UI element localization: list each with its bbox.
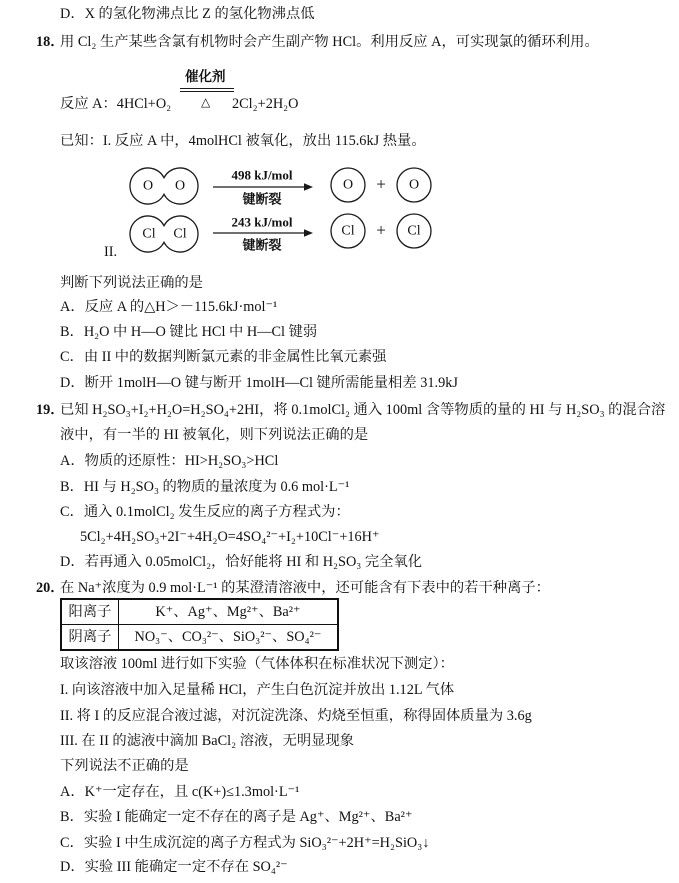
anion-list: NO₃⁻、CO₃²⁻、SiO₃²⁻、SO₄²⁻ — [119, 625, 339, 651]
q18-stem-line — [36, 32, 599, 52]
cl2-bond-energy: 243 kJ/mol — [231, 214, 293, 230]
q19-option-a: A．物质的还原性：HI>H₂SO₃>HCl — [60, 453, 279, 469]
q20-step-1: I. 向该溶液中加入足量稀 HCl，产生白色沉淀并放出 1.12L 气体 — [60, 682, 455, 698]
reaction-reactants: 反应 A：4HCl+O₂ — [60, 96, 172, 112]
o2-atom-left: O — [142, 178, 154, 194]
cl2-bond-break-label: 键断裂 — [242, 237, 282, 253]
q20-prompt: 下列说法不正确的是 — [60, 758, 189, 774]
q18-known-ii-label: II. — [104, 244, 118, 260]
cl2-molecule-outline — [130, 216, 198, 252]
q19-option-c-equation: 5Cl₂+4H₂SO₃+2I⁻+4H₂O=4SO₄²⁻+I₂+10Cl⁻+16H⁺ — [80, 529, 380, 545]
q20-option-d: D．实验 III 能确定一定不存在 SO₄²⁻ — [60, 859, 288, 875]
q19-option-b: B．HI 与 H₂SO₃ 的物质的量浓度为 0.6 mol·L⁻¹ — [60, 479, 350, 495]
q19-number: 19． — [36, 402, 65, 418]
q20-stem: 在 Na⁺浓度为 0.9 mol·L⁻¹ 的某澄清溶液中，还可能含有下表中的若干种离子： — [60, 580, 550, 596]
o2-arrow-head — [304, 183, 313, 191]
q17-option-d: D．X 的氢化物沸点比 Z 的氢化物沸点低 — [60, 6, 315, 22]
cl-atom-2: Cl — [407, 223, 421, 239]
reaction-condition-heat: △ — [201, 95, 211, 109]
q19-stem-line1 — [36, 400, 665, 420]
o2-atom-right: O — [174, 178, 186, 194]
o2-bond-break-label: 键断裂 — [242, 191, 282, 207]
table-row — [61, 599, 338, 625]
ion-table — [60, 598, 339, 651]
plus-sign-cl: + — [376, 220, 386, 240]
q20-step-3: III. 在 II 的滤液中滴加 BaCl₂ 溶液，无明显现象 — [60, 733, 355, 749]
reaction-arrow — [180, 88, 234, 92]
q20-option-a: A．K⁺一定存在，且 c(K+)≤1.3mol·L⁻¹ — [60, 784, 300, 800]
q20-number: 20． — [36, 580, 65, 596]
q19-option-d: D．若再通入 0.05molCl₂，恰好能将 HI 和 H₂SO₃ 完全氧化 — [60, 554, 423, 570]
q18-prompt: 判断下列说法正确的是 — [60, 275, 203, 291]
q18-known-i: 已知：I. 反应 A 中，4molHCl 被氧化，放出 115.6kJ 热量。 — [60, 133, 426, 149]
q19-option-c: C．通入 0.1molCl₂ 发生反应的离子方程式为： — [60, 504, 350, 520]
q20-option-c: C．实验 I 中生成沉淀的离子方程式为 SiO₃²⁻+2H⁺=H₂SiO₃↓ — [60, 835, 430, 851]
table-row — [61, 625, 338, 651]
q20-option-b: B．实验 I 能确定一定不存在的离子是 Ag⁺、Mg²⁺、Ba²⁺ — [60, 809, 413, 825]
plus-sign-o: + — [376, 174, 386, 194]
o-atom-2: O — [408, 177, 420, 193]
q20-step-2: II. 将 I 的反应混合液过滤，对沉淀洗涤、灼烧至恒重，称得固体质量为 3.6g — [60, 708, 532, 724]
q18-option-c: C．由 II 中的数据判断氯元素的非金属性比氧元素强 — [60, 349, 387, 365]
q19-stem-part1: 已知 H₂SO₃+I₂+H₂O=H₂SO₄+2HI，将 0.1molCl₂ 通入 100ml 含等物质的量的 HI 与 H₂SO₃ 的混合溶 — [60, 402, 666, 418]
o-atom-1: O — [342, 177, 354, 193]
q18-option-b: B．H₂O 中 H—O 键比 HCl 中 H—Cl 键弱 — [60, 324, 318, 340]
cl2-atom-left: Cl — [142, 226, 156, 242]
anion-label: 阴离子 — [61, 625, 119, 651]
cl2-arrow-head — [304, 229, 313, 237]
bond-energy-diagram — [100, 160, 450, 260]
cation-label: 阳离子 — [61, 599, 119, 625]
o2-molecule-outline — [130, 168, 198, 204]
q18-number: 18． — [36, 34, 65, 50]
reaction-catalyst: 催化剂 — [185, 69, 226, 84]
q20-procedure-intro: 取该溶液 100ml 进行如下实验（气体体积在标准状况下测定）： — [60, 656, 454, 672]
o2-bond-energy: 498 kJ/mol — [231, 167, 293, 183]
cl-atom-1: Cl — [341, 223, 355, 239]
q20-stem-line — [36, 578, 550, 598]
q19-stem-line2: 液中，有一半的 HI 被氧化，则下列说法正确的是 — [60, 427, 369, 443]
q18-option-d: D．断开 1molH—O 键与断开 1molH—Cl 键所需能量相差 31.9kJ — [60, 375, 458, 391]
cl2-atom-right: Cl — [173, 226, 187, 242]
cation-list: K⁺、Ag⁺、Mg²⁺、Ba²⁺ — [119, 599, 339, 625]
reaction-products: 2Cl₂+2H₂O — [232, 96, 299, 112]
q18-stem: 用 Cl₂ 生产某些含氯有机物时会产生副产物 HCl。利用反应 A，可实现氯的循环利用。 — [60, 34, 599, 50]
q18-option-a: A．反应 A 的△H＞－115.6kJ·mol⁻¹ — [60, 299, 278, 315]
